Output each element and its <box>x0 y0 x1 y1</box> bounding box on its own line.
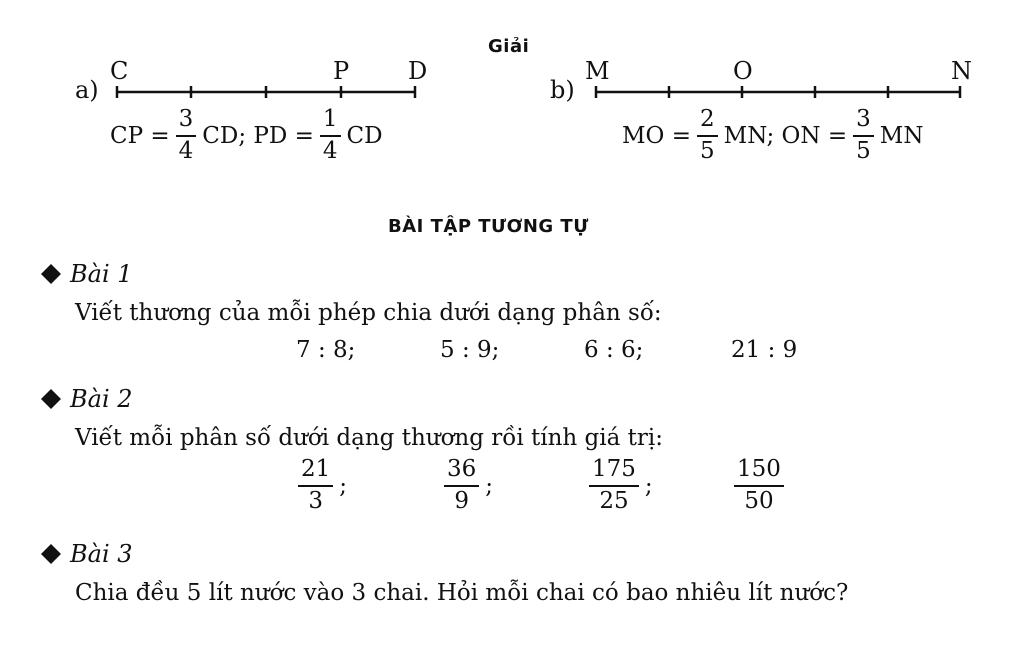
bai2-title: Bài 2 <box>70 385 133 413</box>
fraction-numerator: 36 <box>447 456 477 482</box>
bai1-title: Bài 1 <box>70 260 133 288</box>
fraction-separator: ; <box>485 472 494 499</box>
fraction <box>298 458 333 513</box>
fraction-numerator: 2 <box>700 106 715 132</box>
diamond-bullet-icon <box>40 543 62 565</box>
bai3-title: Bài 3 <box>70 540 133 568</box>
bai2-fraction-item <box>728 458 790 513</box>
heading-giai: Giải <box>488 36 530 57</box>
fraction <box>734 458 784 513</box>
segment-cd <box>112 84 422 100</box>
fraction-denominator: 9 <box>454 488 469 514</box>
eq-b-mid: MN; ON = <box>723 122 848 149</box>
diamond-bullet-icon <box>40 388 62 410</box>
bai1-item: 21 : 9 <box>731 337 798 363</box>
bai1-item: 5 : 9; <box>440 337 500 363</box>
fraction-bar <box>853 135 874 137</box>
point-d-label: D <box>408 57 428 85</box>
bai3-heading <box>40 540 133 568</box>
point-n-label: N <box>951 57 972 85</box>
point-o-label: O <box>733 57 753 85</box>
part-b-label: b) <box>550 76 575 104</box>
fraction-denominator: 3 <box>308 488 323 514</box>
equation-b <box>622 108 923 163</box>
point-m-label: M <box>585 57 610 85</box>
fraction-2-5 <box>697 108 718 163</box>
equation-a <box>110 108 383 163</box>
bai1-heading <box>40 260 133 288</box>
bai3-text: Chia đều 5 lít nước vào 3 chai. Hỏi mỗi chai có bao nhiêu lít nước? <box>75 580 849 606</box>
point-p-label: P <box>333 57 350 85</box>
eq-b-lhs: MO = <box>622 122 691 149</box>
section-title: BÀI TẬP TƯƠNG TỰ <box>388 216 589 237</box>
bai1-item: 7 : 8; <box>296 337 356 363</box>
fraction-numerator: 21 <box>301 456 331 482</box>
eq-a-mid: CD; PD = <box>202 122 314 149</box>
fraction-1-4 <box>320 108 341 163</box>
bai2-heading <box>40 385 133 413</box>
fraction-separator: ; <box>644 472 653 499</box>
bai2-text: Viết mỗi phân số dưới dạng thương rồi tính giá trị: <box>75 425 663 451</box>
fraction-denominator: 4 <box>322 138 338 164</box>
fraction-numerator: 1 <box>322 106 338 132</box>
eq-a-lhs: CP = <box>110 122 170 149</box>
diamond-bullet-icon <box>40 263 62 285</box>
fraction-denominator: 25 <box>599 488 629 514</box>
fraction-bar <box>589 485 639 487</box>
fraction-bar <box>444 485 479 487</box>
eq-b-rhs: MN <box>879 122 924 149</box>
fraction-bar <box>298 485 333 487</box>
bai2-fraction-item <box>438 458 493 513</box>
bai1-item: 6 : 6; <box>584 337 644 363</box>
bai2-fraction-item <box>292 458 347 513</box>
bai1-text: Viết thương của mỗi phép chia dưới dạng phân số: <box>75 300 662 326</box>
fraction-separator: ; <box>339 472 348 499</box>
fraction <box>589 458 639 513</box>
fraction-denominator: 4 <box>178 138 194 164</box>
bai2-fraction-item <box>583 458 653 513</box>
segment-mn <box>590 84 970 100</box>
fraction-bar <box>734 485 784 487</box>
fraction-bar <box>320 135 341 137</box>
point-c-label: C <box>110 57 129 85</box>
fraction-numerator: 150 <box>737 456 781 482</box>
fraction-denominator: 50 <box>744 488 774 514</box>
fraction-numerator: 175 <box>592 456 636 482</box>
fraction-numerator: 3 <box>178 106 194 132</box>
fraction-denominator: 5 <box>856 138 871 164</box>
fraction-numerator: 3 <box>856 106 871 132</box>
part-a-label: a) <box>75 76 99 104</box>
fraction-bar <box>697 135 718 137</box>
fraction-3-4 <box>176 108 197 163</box>
fraction-denominator: 5 <box>700 138 715 164</box>
fraction <box>444 458 479 513</box>
fraction-3-5 <box>853 108 874 163</box>
eq-a-rhs: CD <box>346 122 383 149</box>
fraction-bar <box>176 135 197 137</box>
